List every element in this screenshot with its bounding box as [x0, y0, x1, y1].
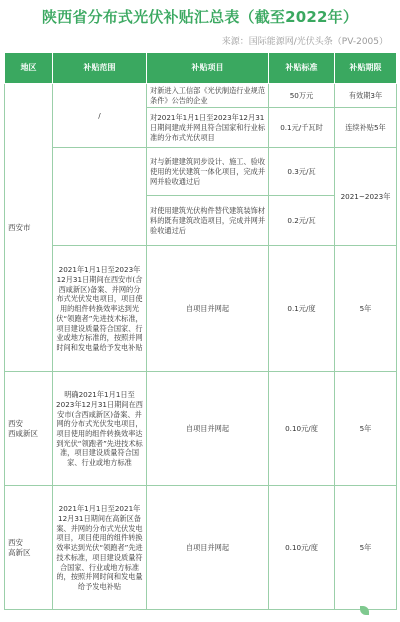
scope-cell: / [53, 84, 147, 148]
leaf-logo-icon [360, 604, 394, 618]
standard-cell: 0.10元/度 [269, 486, 335, 610]
table-row [5, 84, 397, 108]
source-note: 来源：国际能源网/光伏头条（PV-2005） [221, 37, 388, 47]
table-row [5, 246, 397, 372]
standard-cell: 0.10元/度 [269, 372, 335, 486]
standard-cell: 50万元 [269, 84, 335, 108]
item-cell: 自项目并网起 [147, 246, 269, 372]
table-row [5, 148, 397, 196]
item-cell: 自项目并网起 [147, 372, 269, 486]
period-cell: 有效期3年 [335, 84, 397, 108]
item-cell: 自项目并网起 [147, 486, 269, 610]
scope-cell: 2021年1月1日至2021年12月31日期间在高新区备案、并网的分布式光伏发电项目，项目使用的组件转换效率达到光伏“领跑者”先进技术标准，项目建设质量符合国家、行业或地方标准的，按照并网时间和发电量给予发电补贴 [53, 486, 147, 610]
header-scope: 补贴范围 [53, 53, 147, 84]
header-standard: 补贴标准 [269, 53, 335, 84]
scope-cell-empty [53, 148, 147, 246]
item-cell: 对使用建筑光伏构件替代建筑装饰材料的既有建筑改造项目，完成并网并验收通过后 [147, 196, 269, 246]
table-row [5, 486, 397, 610]
item-cell: 对新进入工信部《光伏制造行业规范条件》公告的企业 [147, 84, 269, 108]
standard-cell: 0.1元/度 [269, 246, 335, 372]
period-cell: 连续补贴5年 [335, 108, 397, 148]
item-cell: 对与新建建筑同步设计、施工、验收使用的光伏建筑一体化项目，完成并网并验收通过后 [147, 148, 269, 196]
period-cell: 5年 [335, 486, 397, 610]
standard-cell: 0.3元/瓦 [269, 148, 335, 196]
header-item: 补贴项目 [147, 53, 269, 84]
period-cell: 5年 [335, 372, 397, 486]
header-period: 补贴期限 [335, 53, 397, 84]
region-cell-gaoxin: 西安 高新区 [5, 486, 53, 610]
item-cell: 对2021年1月1日至2023年12月31日期间建成并网且符合国家和行业标准的分布式光伏项目 [147, 108, 269, 148]
region-cell-xixian: 西安 西咸新区 [5, 372, 53, 486]
table-row [5, 372, 397, 486]
header-region: 地区 [5, 53, 53, 84]
subsidy-table [4, 52, 397, 610]
scope-cell: 2021年1月1日至2023年12月31日期间在西安市(含西咸新区)备案、并网的分布式光伏发电项目，项目使用的组件转换效率达到光伏“领跑者”先进技术标准，项目建设质量符合国家、行业或地方标准的，按照并网时间和发电量给予发电补贴 [53, 246, 147, 372]
standard-cell: 0.1元/千瓦时 [269, 108, 335, 148]
table-header-row [5, 53, 397, 84]
region-cell-xian: 西安市 [5, 84, 53, 372]
period-cell-shared: 2021~2023年 [335, 148, 397, 246]
leaf-icon [360, 606, 369, 615]
standard-cell: 0.2元/瓦 [269, 196, 335, 246]
period-cell: 5年 [335, 246, 397, 372]
page-title: 陕西省分布式光伏补贴汇总表（截至2022年） [41, 8, 359, 26]
scope-cell: 明确2021年1月1日至2023年12月31日期间在西安市(含西咸新区)备案、并网的分布式光伏发电项目，项目使用的组件转换效率达到光伏“领跑者”先进技术标准，项目建设质量符合国家、行业或地方标准 [53, 372, 147, 486]
